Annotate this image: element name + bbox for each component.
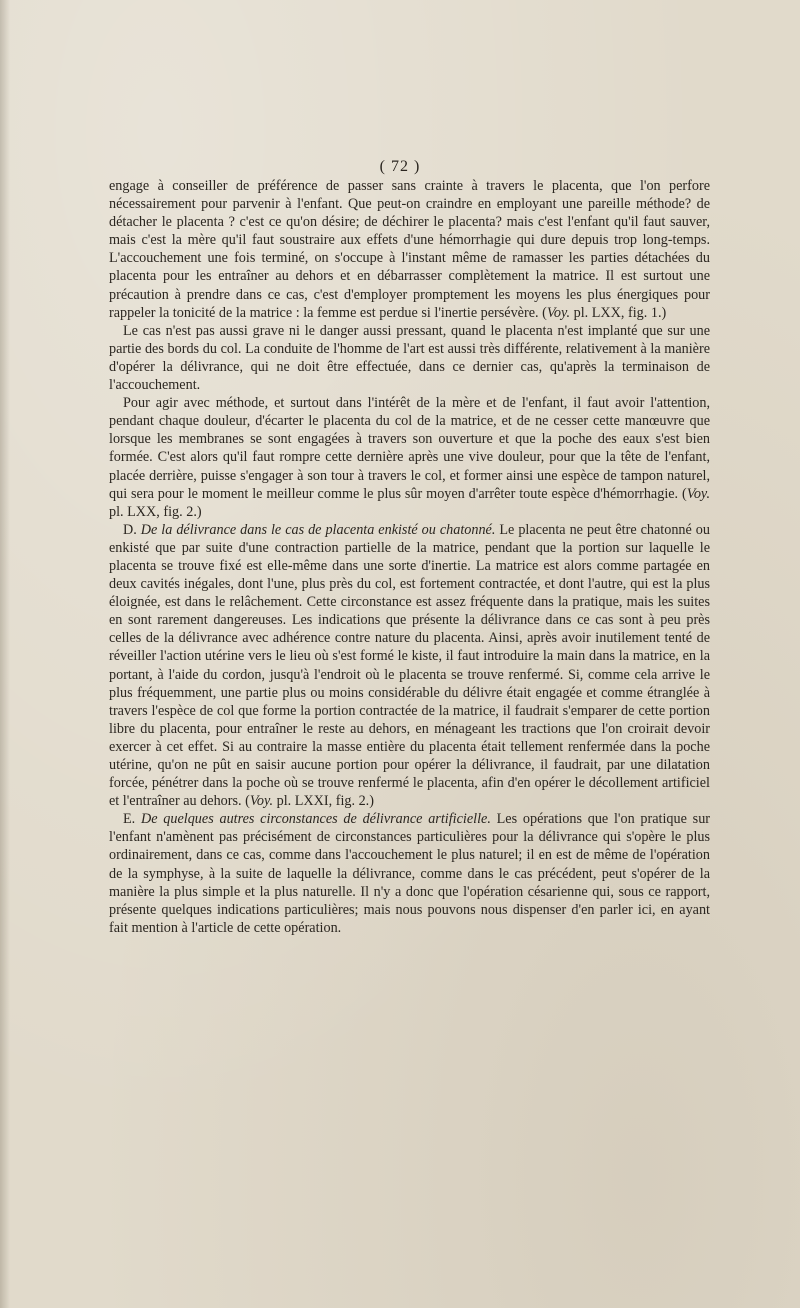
body-text [109,177,710,937]
paragraph [109,177,710,322]
italic-text: De quelques autres circonstances de délivrance artificielle. [140,811,491,828]
page-number: ( 72 ) [379,158,421,175]
italic-text: Voy. [686,485,710,502]
text-run: Les opérations que l'on pratique sur l'enfant n'amènent pas précisément de circonstances particulières pour la délivrance qui s'opère le plus ordinairement, dans ce cas, comme dans l'accouchement le plus naturel; il en est de même de l'opération de la symphyse, à la suite de laquelle la délivrance, comme dans le cas précédent, peut s'opérer de la manière la plus simple et la plus naturelle. Il n'y a donc que l'opération césarienne qui, sous ce rapport, présente quelques indications particulières; mais nous pouvons nous dispenser d'en parler ici, en ayant fait mention à l'article de cette opération. [109,811,711,936]
italic-text: Voy. [249,793,274,810]
italic-text: De la délivrance dans le cas de placenta enkisté ou chatonné. [140,521,496,538]
paragraph [109,394,710,521]
text-run: pl. LXXI, fig. 2.) [273,793,374,810]
paragraph [109,322,710,394]
text-run: Le placenta ne peut être chatonné ou enkisté que par suite d'une contraction partielle de la matrice, pendant que la portion sur laquelle le placenta se trouve fixé est elle-même dans une sorte d'inertie. La matrice est alors comme partagée en deux cavités inégales, dont l'une, plus près du col, est fortement contractée, et dont l'autre, qui est la plus éloignée, est dans le relâchement. Cette circonstance est assez fréquente dans la pratique, mais les suites en sont rarement dangereuses. Les indications que présente la délivrance dans ce cas sont à peu près celles de la délivrance avec adhérence contre nature du placenta. Ainsi, après avoir inutilement tenté de réveiller l'action utérine vers le lieu où s'est formé le kiste, il faut introduire la main dans la matrice, en la portant, à l'aide du cordon, jusqu'à l'endroit où le placenta se trouve renfermé. Si, comme cela arrive le plus fréquemment, une partie plus ou moins considérable du délivre était engagée et comme étranglée à travers l'espèce de col que forme la portion contractée de la matrice, il faudrait s'emparer de cette portion libre du placenta, pour entraîner le reste au dehors, en ménageant les tractions que l'on croirait devoir exercer à cet effet. Si au contraire la masse entière du placenta était tellement renfermée dans la poche utérine, qu'on ne pût en saisir aucune portion pour opérer la délivrance, il faudrait, par une dilatation forcée, pénétrer dans la poche où se trouve renfermé le placenta, afin d'en opérer le décollement artificiel et l'entraîner au dehors. ( [109,521,710,810]
text-run: pl. LXX, fig. 2.) [109,503,202,520]
text-run: Le cas n'est pas aussi grave ni le danger aussi pressant, quand le placenta n'est implanté que sur une partie des bords du col. La conduite de l'homme de l'art est aussi très différente, relativement à la manière d'opérer la délivrance, qui ne doit être effectuée, dans ce dernier cas, qu'après la terminaison de l'accouchement. [109,322,710,394]
text-run: E. [123,811,141,828]
paragraph [109,521,710,811]
text-run: pl. LXX, fig. 1.) [570,304,667,321]
text-run: Pour agir avec méthode, et surtout dans l'intérêt de la mère et de l'enfant, il faut avoir l'attention, pendant chaque douleur, d'écarter le placenta du col de la matrice, et de ne cesser cette manœuvre que lorsque les membranes se sont engagées à travers son ouverture et que la poche des eaux s'est bien formée. C'est alors qu'il faut rompre cette dernière après une vive douleur, pour que la tête de l'enfant, placée derrière, puisse s'engager à son tour à travers le col, et former ainsi une espèce de tampon naturel, qui sera pour le moment le meilleur comme le plus sûr moyen d'arrêter toute espèce d'hémorrhagie. ( [109,395,710,502]
italic-text: Voy. [546,304,571,321]
paragraph [109,810,710,937]
text-run: engage à conseiller de préférence de passer sans crainte à travers le placenta, que l'on perfore nécessairement pour parvenir à l'enfant. Que peut-on craindre en employant une pareille méthode? de détacher le placenta ? c'est ce qu'on désire; de déchirer le placenta? mais c'est l'enfant qu'il faut sauver, mais c'est la mère qu'il faut soustraire aux effets d'une hémorrhagie qui dure depuis trop long-temps. L'accouchement une fois terminé, on s'occupe à l'instant même de ramasser les parties détachées du placenta pour les entraîner au dehors et en débarrasser complètement la matrice. Il est surtout une précaution à prendre dans ce cas, c'est d'employer promptement les moyens les plus énergiques pour rappeler la tonicité de la matrice : la femme est perdue si l'inertie persévère. ( [109,178,710,321]
text-run: D. [123,521,141,538]
page-edge-shadow [0,0,10,1308]
